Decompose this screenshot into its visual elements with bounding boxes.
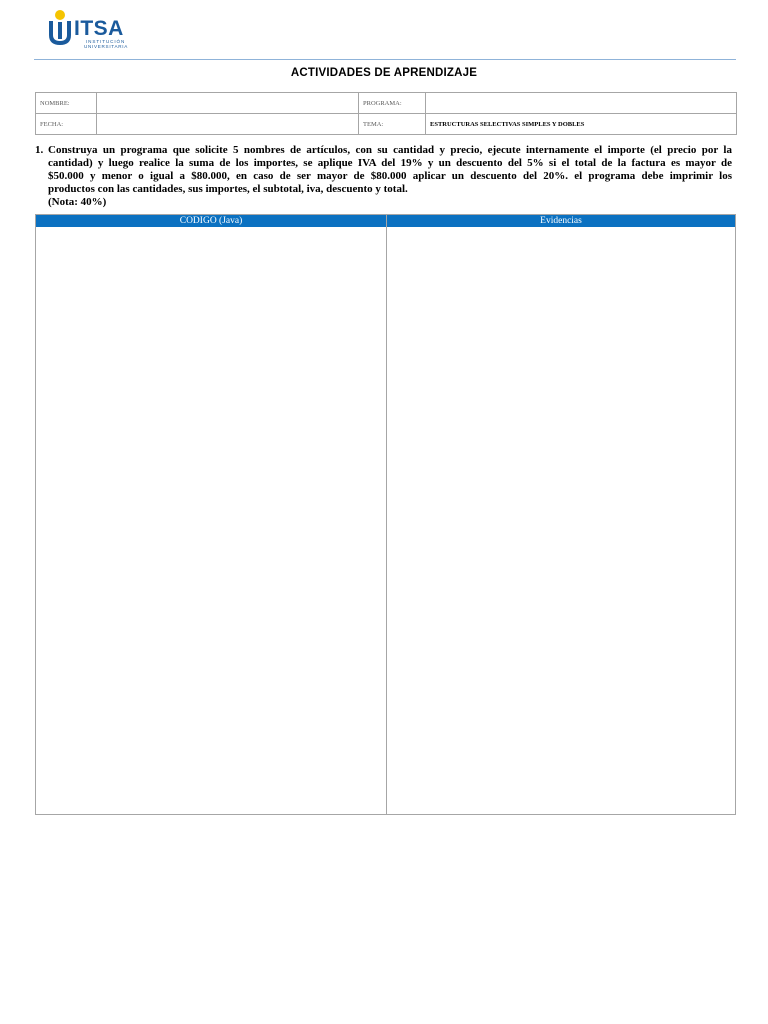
fecha-label: FECHA: [36, 114, 97, 135]
evidencias-header: Evidencias [387, 215, 735, 227]
logo-wordmark: ITSA [74, 17, 124, 40]
itsa-logo [46, 9, 136, 49]
document-title: ACTIVIDADES DE APRENDIZAJE [290, 67, 478, 79]
fecha-field[interactable] [97, 114, 359, 135]
question-note: (Nota: 40%) [48, 196, 107, 208]
question-text [48, 144, 732, 209]
question-line: Construya un programa que solicite 5 nombres de artículos, con su cantidad y precio, ejecute internamente el importe (el precio por la [48, 144, 732, 156]
question-line: productos con las cantidades, sus importes, el subtotal, iva, descuento y total. [48, 183, 408, 195]
programa-label: PROGRAMA: [359, 93, 426, 114]
info-row-1 [36, 93, 737, 114]
answer-table [35, 214, 736, 815]
question-number: 1. [35, 144, 44, 156]
logo-subtitle-universitaria: UNIVERSITARIA [84, 44, 128, 49]
tema-label: TEMA: [359, 114, 426, 135]
question-line: cantidad) y luego realice la suma de los importes, se aplique IVA del 19% y un descuento del 5% si el total de la factura es mayor de [48, 157, 732, 169]
codigo-column[interactable] [36, 215, 387, 814]
logo-subtitle-institucion: INSTITUCIÓN [86, 39, 126, 44]
programa-field[interactable] [426, 93, 737, 114]
itsa-emblem-icon [46, 9, 74, 47]
evidencias-column[interactable] [387, 215, 735, 814]
info-row-2 [36, 114, 737, 135]
nombre-field[interactable] [97, 93, 359, 114]
header-divider [34, 59, 736, 60]
question-line: $50.000 y menor o igual a $80.000, en caso de ser mayor de $80.000 aplicar un descuento del 20%. el programa debe imprimir los [48, 170, 732, 182]
student-info-table [35, 92, 737, 135]
tema-field[interactable]: ESTRUCTURAS SELECTIVAS SIMPLES Y DOBLES [426, 114, 737, 135]
nombre-label: NOMBRE: [36, 93, 97, 114]
question-1 [35, 144, 732, 209]
codigo-header: CODIGO (Java) [36, 215, 386, 227]
